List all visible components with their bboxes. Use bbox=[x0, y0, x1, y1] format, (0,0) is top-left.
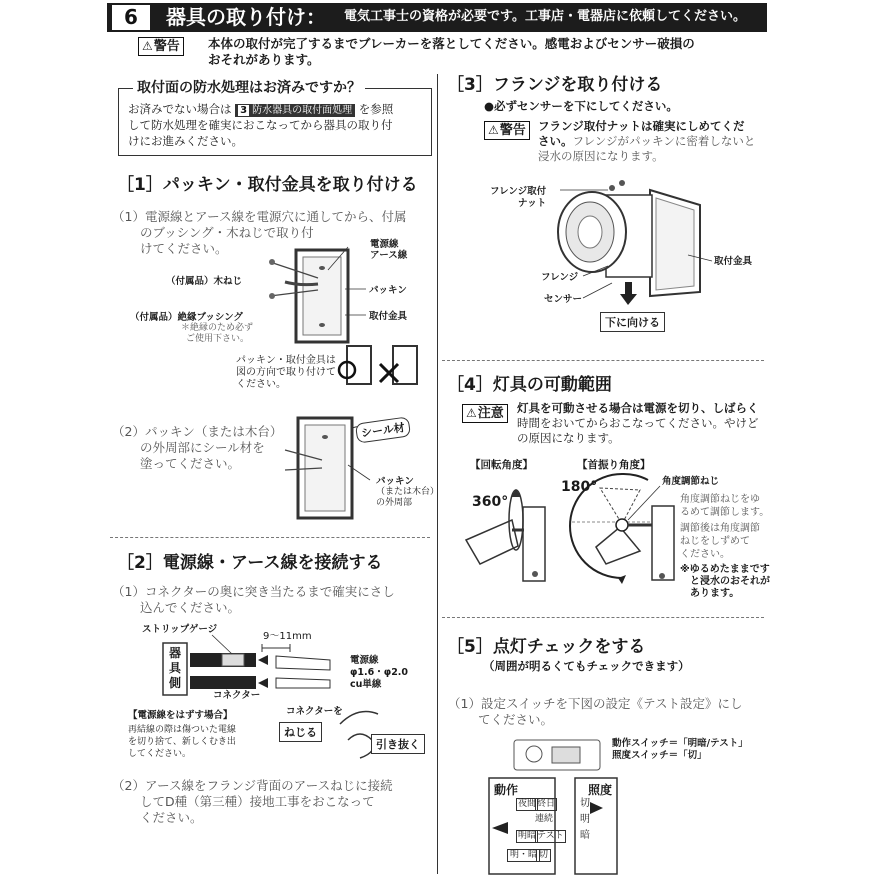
lbl-packing2-3: の外周部 bbox=[376, 498, 413, 508]
s5-step1-line1: （1）設定スイッチを下図の設定《テスト設定》にし bbox=[448, 696, 743, 711]
s1-step1-line3: けてください。 bbox=[140, 241, 228, 256]
s2-step2-line1: （2）アース線をフランジ背面のアースねじに接続 bbox=[112, 778, 393, 793]
switch-continuous[interactable]: 連続 bbox=[535, 814, 554, 824]
switch-test[interactable]: テスト bbox=[537, 831, 564, 841]
lbl-wire-diameter: φ1.6・φ2.0 bbox=[350, 667, 409, 678]
panel-action-label: 動作 bbox=[494, 783, 519, 797]
lbl-wire: 電源線 bbox=[350, 655, 379, 666]
s4-caution-badge: ⚠注意 bbox=[462, 404, 508, 423]
s1-step2-line1: （2）パッキン（または木台） bbox=[112, 424, 283, 439]
switch-off[interactable]: 切 bbox=[580, 798, 590, 809]
lbl-earth-wire: アース線 bbox=[370, 250, 408, 261]
s1-step1-line2: のブッシング・木ねじで取り付 bbox=[140, 225, 314, 240]
lbl-packing: パッキン bbox=[369, 285, 407, 296]
deg-180: 180° bbox=[561, 479, 598, 495]
s1-step1-line1: （1）電源線とアース線を電源穴に通してから、付属 bbox=[112, 209, 407, 224]
s2-step2-line2: してD種（第三種）接地工事をおこなって bbox=[140, 794, 375, 809]
lbl-s3-bracket: 取付金具 bbox=[714, 256, 753, 267]
lbl-sensor: センサー bbox=[544, 294, 583, 305]
remove-line-2: を切り捨て、新しくむき出 bbox=[128, 737, 236, 747]
switch-bright[interactable]: 明 bbox=[580, 814, 590, 825]
switch-night[interactable]: 夜間 bbox=[518, 799, 537, 809]
lbl-packing2-1: パッキン bbox=[376, 476, 414, 487]
lbl-bracket: 取付金具 bbox=[369, 311, 408, 322]
lbl-bushing-note2: ご使用下さい。 bbox=[186, 334, 250, 344]
s1-title: ［1］パッキン・取付金具を取り付ける bbox=[117, 175, 418, 195]
s4-caution-line3: の原因になります。 bbox=[517, 431, 620, 445]
lbl-twist: ねじる bbox=[279, 722, 322, 742]
adj-line-2: るめて調節します。 bbox=[680, 507, 770, 518]
lbl-face-down: 下に向ける bbox=[600, 312, 665, 332]
remove-title: 【電源線をはずす場合】 bbox=[128, 710, 233, 721]
adj-note-1: ※ゆるめたままです bbox=[680, 564, 770, 575]
panel-lux-label: 照度 bbox=[588, 783, 613, 797]
switch-dark[interactable]: 明暗 bbox=[518, 831, 537, 841]
s5-title: ［5］点灯チェックをする bbox=[447, 637, 646, 657]
s3-title: ［3］フランジを取り付ける bbox=[447, 75, 663, 95]
switch-dim[interactable]: 暗 bbox=[580, 830, 590, 841]
adj-note-3: あります。 bbox=[690, 588, 740, 599]
deg-360: 360° bbox=[472, 494, 509, 510]
remove-line-1: 再結線の際は傷ついた電線 bbox=[128, 725, 237, 735]
adj-line-3: 調節後は角度調節 bbox=[680, 523, 760, 534]
warning-triangle-icon: ⚠ bbox=[466, 406, 477, 420]
lbl-connector-to: コネクターを bbox=[286, 706, 343, 717]
switch-all-night[interactable]: 終日 bbox=[537, 799, 556, 809]
lbl-flange-nut-1: フレンジ取付 bbox=[490, 186, 547, 197]
adj-note-2: と浸水のおそれが bbox=[690, 576, 770, 587]
s4-title: ［4］灯具の可動範囲 bbox=[447, 375, 612, 395]
waterproof-title: 取付面の防水処理はお済みですか？ bbox=[133, 79, 365, 97]
s1-step2-line3: 塗ってください。 bbox=[140, 456, 241, 471]
remove-line-3: してください。 bbox=[128, 749, 192, 759]
lbl-power-wire: 電源線 bbox=[370, 239, 399, 250]
s3-warn-line2: さい。フレンジがパッキンに密着しないと bbox=[538, 134, 756, 148]
section-number: 6 bbox=[112, 5, 150, 30]
lbl-flange: フレンジ bbox=[541, 272, 579, 283]
dir-note-2: 図の方向で取り付けて bbox=[236, 367, 336, 378]
waterproof-line-1: お済みでない場合は 3 防水器具の取付面処理 を参照 bbox=[128, 102, 394, 116]
lbl-wood-screw: （付属品）木ねじ bbox=[166, 276, 243, 287]
s5-step1-line2: てください。 bbox=[478, 712, 554, 727]
warning-badge: ⚠警告 bbox=[138, 37, 184, 56]
s1-step2-line2: の外周部にシール材を bbox=[140, 440, 265, 455]
s3-bullet: ●必ずセンサーを下にしてください。 bbox=[484, 99, 678, 113]
warning-triangle-icon: ⚠ bbox=[488, 123, 499, 137]
s2-step2-line3: ください。 bbox=[140, 810, 203, 825]
s3-warning-badge: ⚠警告 bbox=[484, 121, 530, 140]
ref-chip: 3 防水器具の取付面処理 bbox=[235, 104, 355, 117]
waterproof-line-3: けにお進みください。 bbox=[128, 134, 243, 148]
lbl-flange-nut-2: ナット bbox=[518, 198, 547, 209]
s4-caution-line2: 時間をおいてからおこなってください。やけど bbox=[517, 416, 759, 430]
s2-title: ［2］電源線・アース線を接続する bbox=[117, 553, 383, 573]
lbl-pull-out: 引き抜く bbox=[371, 734, 425, 754]
warning-line-1: 本体の取付が完了するまでブレーカーを落としてください。感電およびセンサー破損の bbox=[208, 36, 695, 51]
waterproof-line-2: して防水処理を確実におこなってから器具の取り付 bbox=[128, 118, 393, 132]
panel-bottom-left: 明・暗 bbox=[507, 849, 540, 862]
lbl-strip-gauge: ストリップゲージ bbox=[142, 624, 218, 635]
warning-line-2: おそれがあります。 bbox=[208, 52, 320, 67]
lbl-packing2-2: （または木台） bbox=[376, 487, 440, 497]
s2-step1-line2: 込んでください。 bbox=[140, 600, 241, 615]
adj-line-1: 角度調節ねじをゆ bbox=[680, 494, 760, 505]
panel-bottom-right: 切 bbox=[536, 849, 551, 862]
adj-line-5: ください。 bbox=[680, 549, 730, 560]
adj-line-4: ねじをしずめて bbox=[680, 536, 750, 547]
lbl-tilt: 【首振り角度】 bbox=[577, 459, 651, 471]
lbl-fixture-side: 器具側 bbox=[168, 646, 181, 690]
lbl-connector: コネクター bbox=[213, 690, 261, 701]
section-title: 器具の取り付け： bbox=[166, 5, 326, 29]
lbl-strip-length: 9～11mm bbox=[263, 631, 312, 642]
lbl-sealant: シール材 bbox=[355, 416, 411, 443]
lbl-adjust-screw: 角度調節ねじ bbox=[662, 476, 720, 487]
section-note: 電気工事士の資格が必要です。工事店・電器店に依頼してください。 bbox=[344, 9, 746, 24]
setting-lux: 照度スイッチ＝「切」 bbox=[612, 750, 707, 761]
s5-subtitle: （周囲が明るくてもチェックできます） bbox=[483, 659, 690, 673]
s4-caution-line1: 灯具を可動させる場合は電源を切り、しばらく bbox=[517, 401, 759, 415]
s3-warn-line3: 浸水の原因になります。 bbox=[538, 149, 664, 163]
s3-warn-line1: フランジ取付ナットは確実にしめてくだ bbox=[538, 119, 745, 133]
s2-step1-line1: （1）コネクターの奥に突き当たるまで確実にさし bbox=[112, 584, 395, 599]
dir-note-1: パッキン・取付金具は bbox=[236, 355, 336, 366]
dir-note-3: ください。 bbox=[236, 379, 286, 390]
lbl-bushing-note1: ＊絶縁のため必ず bbox=[181, 323, 254, 333]
lbl-bushing: （付属品）絶縁ブッシング bbox=[130, 312, 243, 323]
lbl-wire-cu: cu単線 bbox=[350, 679, 382, 690]
setting-action: 動作スイッチ＝「明暗/テスト」 bbox=[612, 738, 748, 749]
lbl-rotation: 【回転角度】 bbox=[470, 459, 533, 471]
warning-triangle-icon: ⚠ bbox=[142, 39, 153, 53]
